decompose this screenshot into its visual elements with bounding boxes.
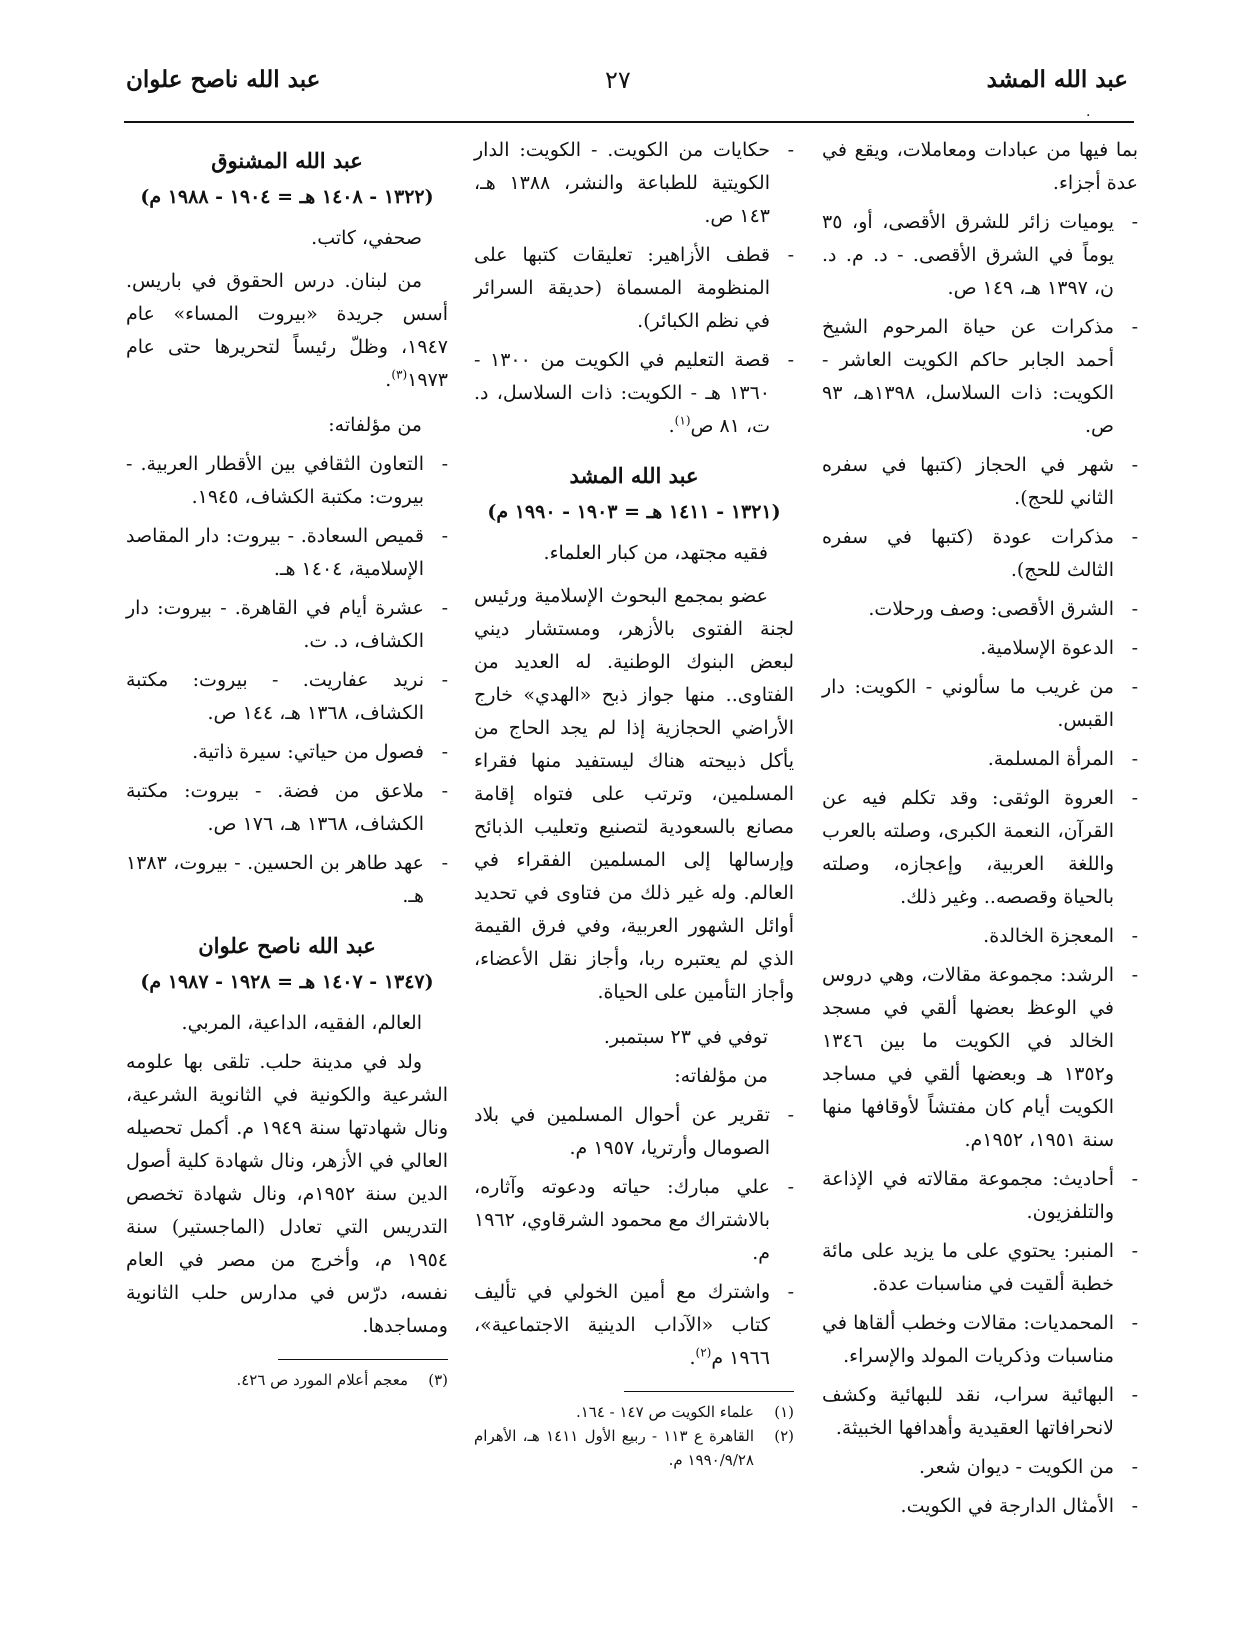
footnote: (١) علماء الكويت ص ١٤٧ - ١٦٤. [575,1403,794,1421]
bio-paragraph: عضو بمجمع البحوث الإسلامية ورئيس لجنة الفتوى بالأزهر، ومستشار ديني لبعض البنوك الوطنية. له العديد من الفتاوى.. منها جواز ذبح «الهدي» خارج الأراضي الحجازية إذا لم يجد الحاج من يأكل ذبيحته هناك ليستفيد منها فقراء المسلمين، وترتب على فتواه إقامة مصانع بالسعودية لتصنيع وتعليب الذبائح وإرسالها إلى المسلمين الفقراء في العالم. وله غير ذلك من فتاوى في تحديد أوائل الشهور العربية، وفي فرق القيمة الذي لم يعتبره ربا، وأجاز نقل الأعضاء، وأجاز التأمين على الحياة. [474,585,794,1003]
list-item: - التعاون الثقافي بين الأقطار العربية. - بيروت: مكتبة الكشاف، ١٩٤٥. [126,453,448,508]
bio-paragraph: ولد في مدينة حلب. تلقى بها علومه الشرعية والكونية في الثانوية الشرعية، ونال شهادتها سنة ١٩٤٩ م. أكمل تحصيله العالي في الأزهر، ونال شهادة كلية أصول الدين سنة ١٩٥٢م، ونال شهادة تخصص التدريس التي تعادل (الماجستير) سنة ١٩٥٤ م، وأخرج من مصر في العام نفسه، درّس في مدارس حلب الثانوية ومساجدها. [126,1051,448,1337]
list-item: - علي مبارك: حياته ودعوته وآثاره، بالاشتراك مع محمود الشرقاوي، ١٩٦٢ م. [474,1176,794,1264]
list-item: - من الكويت - ديوان شعر. [919,1456,1138,1478]
list-item: - واشترك مع أمين الخولي في تأليف كتاب «الآداب الدينية الاجتماعية»، ١٩٦٦ م$^{(٢)}$. [474,1281,794,1369]
list-item: - المنبر: يحتوي على ما يزيد على مائة خطبة ألقيت في مناسبات عدة. [822,1240,1138,1295]
bio-section-alwan [126,929,448,1343]
running-head-right: عبد الله المشد [986,66,1128,93]
footnote-ref: (٢) [695,1345,712,1360]
column-left [126,134,448,1392]
column-right [822,134,1138,1529]
list-item: - تقرير عن أحوال المسلمين في بلاد الصومال وأرتريا، ١٩٥٧ م. [474,1104,794,1159]
footnote-ref: (١) [674,413,691,428]
footnote-ref: (٣) [391,367,408,382]
list-item: - مذكرات عودة (كتبها في سفره الثالث للحج). [822,526,1138,581]
list-item: - الدعوة الإسلامية. [980,637,1138,659]
continued-text: بما فيها من عبادات ومعاملات، ويقع في عدة أجزاء. [822,139,1138,194]
bio-title: عبد الله المشنوق [211,148,363,173]
list-item: - البهائية سراب، نقد للبهائية وكشف لانحرافاتها العقيدية وأهدافها الخبيثة. [822,1384,1138,1439]
list-item: - المرأة المسلمة. [987,748,1138,770]
bio-section-almashnouq [126,144,448,913]
header-dot: . [1086,104,1091,120]
bio-subtitle: صحفي، كاتب. [311,227,422,249]
list-item: - شهر في الحجاز (كتبها في سفره الثاني للحج). [822,454,1138,509]
column-middle [474,134,794,1472]
footnote-rule [278,1359,448,1360]
list-item: - ملاعق من فضة. - بيروت: مكتبة الكشاف، ١٣٦٨ هـ، ١٧٦ ص. [126,780,448,835]
bio-dates: (١٣٤٧ - ١٤٠٧ هـ = ١٩٢٨ - ١٩٨٧ م) [140,971,434,993]
works-label: من مؤلفاته: [674,1065,768,1087]
footnote-rule [624,1391,794,1392]
page-number: ٢٧ [605,66,631,94]
list-item: - مذكرات عن حياة المرحوم الشيخ أحمد الجابر حاكم الكويت العاشر - الكويت: ذات السلاسل، ١٣٩٨هـ، ٩٣ ص. [822,316,1138,437]
list-item: - العروة الوثقى: وقد تكلم فيه عن القرآن، النعمة الكبرى، وصلته بالعرب واللغة العربية، وإعجازه، وصلته بالحياة وقصصه.. وغير ذلك. [822,787,1138,908]
bio-dates: (١٣٢٢ - ١٤٠٨ هـ = ١٩٠٤ - ١٩٨٨ م) [140,186,434,208]
list-item: - عشرة أيام في القاهرة. - بيروت: دار الكشاف، د. ت. [126,597,448,652]
bio-section-almashad [474,459,794,1375]
list-item: - الشرق الأقصى: وصف ورحلات. [868,598,1138,620]
footnote: (٢) القاهرة ع ١١٣ - ربيع الأول ١٤١١ هـ، الأهرام ١٩٩٠/٩/٢٨ م. [474,1427,794,1469]
list-item: - قطف الأزاهير: تعليقات كتبها على المنظومة المسماة (حديقة السرائر في نظم الكبائر). [474,244,794,332]
list-item: - فصول من حياتي: سيرة ذاتية. [192,741,448,763]
list-item: - قميص السعادة. - بيروت: دار المقاصد الإسلامية، ١٤٠٤ هـ. [126,525,448,580]
works-label: من مؤلفاته: [328,414,422,436]
list-item: - الرشد: مجموعة مقالات، وهي دروس في الوعظ بعضها ألقي في مسجد الخالد في الكويت ما بين ١٣٤٦ و١٣٥٢ هـ وبعضها ألقي في مساجد الكويت أيام كان مفتشاً لأوقافها منها سنة ١٩٥١، ١٩٥٢م. [822,964,1138,1151]
death-note: توفي في ٢٣ سبتمبر. [603,1026,768,1048]
header-rule [124,121,1134,123]
list-item: - المحمديات: مقالات وخطب ألقاها في مناسبات وذكريات المولد والإسراء. [822,1312,1138,1367]
list-item: - يوميات زائر للشرق الأقصى، أو، ٣٥ يوماً في الشرق الأقصى. - د. م. د. ن، ١٣٩٧ هـ، ١٤٩ ص. [822,211,1138,299]
list-item: - نريد عفاريت. - بيروت: مكتبة الكشاف، ١٣٦٨ هـ، ١٤٤ ص. [126,669,448,724]
list-item: - أحاديث: مجموعة مقالاته في الإذاعة والتلفزيون. [822,1168,1138,1223]
bio-paragraph: من لبنان. درس الحقوق في باريس. أسس جريدة «بيروت المساء» عام ١٩٤٧، وظلّ رئيساً لتحريرها حتى عام ١٩٧٣$^{(٣)}$. [126,270,448,391]
list-item: - المعجزة الخالدة. [983,925,1138,947]
running-head-left: عبد الله ناصح علوان [126,66,321,93]
list-item: - قصة التعليم في الكويت من ١٣٠٠ - ١٣٦٠ هـ - الكويت: ذات السلاسل، د. ت، ٨١ ص$^{(١)}$. [474,349,794,437]
bio-title: عبد الله المشد [569,463,699,488]
bio-subtitle: العالم، الفقيه، الداعية، المربي. [181,1012,422,1034]
bio-dates: (١٣٢١ - ١٤١١ هـ = ١٩٠٣ - ١٩٩٠ م) [487,501,781,523]
bio-subtitle: فقيه مجتهد، من كبار العلماء. [543,542,768,564]
list-item: - عهد طاهر بن الحسين. - بيروت، ١٣٨٣ هـ. [126,852,448,907]
list-item: - حكايات من الكويت. - الكويت: الدار الكويتية للطباعة والنشر، ١٣٨٨ هـ، ١٤٣ ص. [474,139,794,227]
footnote: (٣) معجم أعلام المورد ص ٤٢٦. [236,1371,448,1389]
bio-title: عبد الله ناصح علوان [198,933,376,958]
list-item: - الأمثال الدارجة في الكويت. [900,1495,1138,1517]
list-item: - من غريب ما سألوني - الكويت: دار القبس. [822,676,1138,731]
